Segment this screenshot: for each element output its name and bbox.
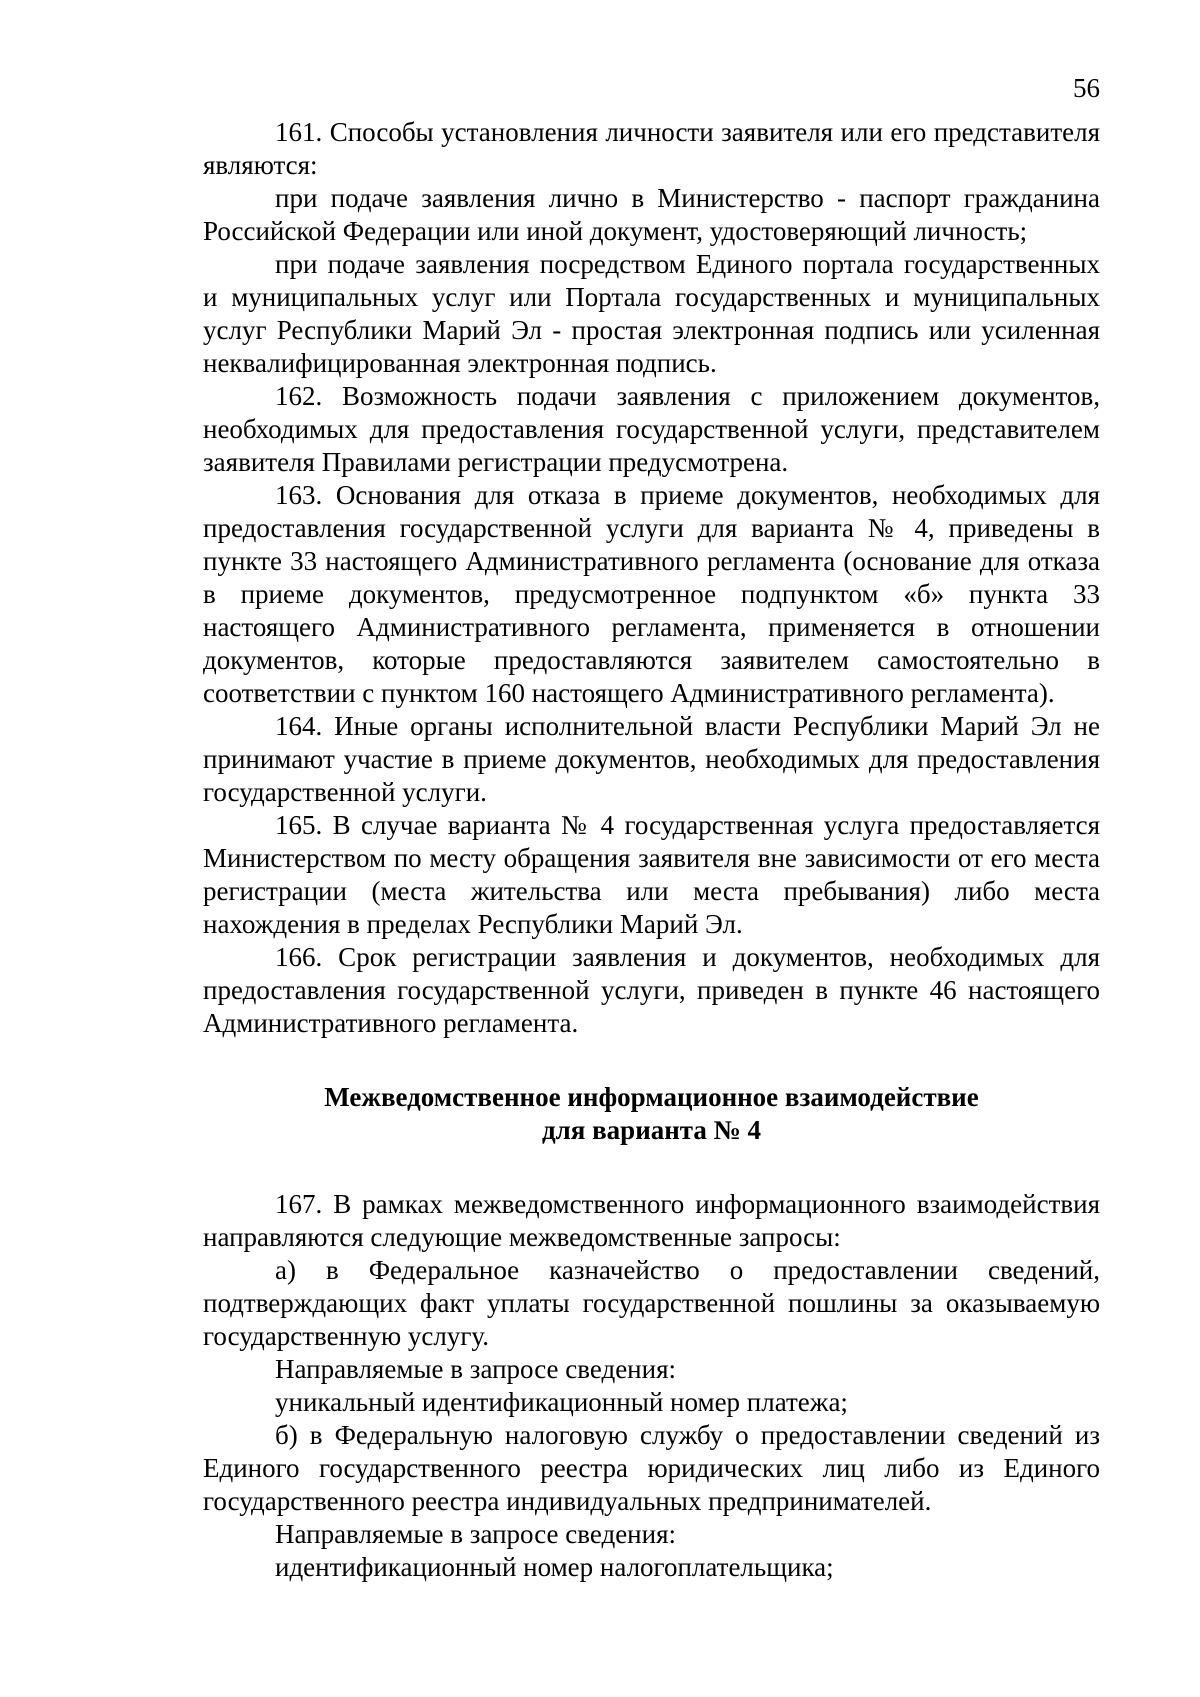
paragraph-162: 162. Возможность подачи заявления с приложением документов, необходимых для предоставления государственной услуги, представителем заявителя Правилами регистрации предусмотрена. — [203, 381, 1100, 477]
section-heading-line-1: Межведомственное информационное взаимодействие — [324, 1082, 979, 1112]
paragraph-167-item-b-fields-label: Направляемые в запросе сведения: — [275, 1519, 676, 1549]
section-heading — [203, 1081, 1100, 1147]
section-heading-line-2: для варианта № 4 — [541, 1115, 762, 1145]
paragraph-163: 163. Основания для отказа в приеме документов, необходимых для предоставления государственной услуги для варианта № 4, приведены в пункте 33 настоящего Административного регламента (основание для отказа в приеме документов, предусмотренное подпунктом «б» пункта 33 настоящего Административного регламента, применяется в отношении документов, которые предоставляются заявителем самостоятельно в соответствии с пунктом 160 настоящего Административного регламента). — [203, 480, 1100, 708]
document-body — [203, 116, 1100, 1584]
paragraph-166: 166. Срок регистрации заявления и документов, необходимых для предоставления государственной услуги, приведен в пункте 46 настоящего Административного регламента. — [203, 942, 1100, 1038]
paragraph-167-item-b-field-1: идентификационный номер налогоплательщика; — [275, 1552, 834, 1582]
paragraph-165: 165. В случае варианта № 4 государственная услуга предоставляется Министерством по месту обращения заявителя вне зависимости от его места регистрации (места жительства или места пребывания) либо места нахождения в пределах Республики Марий Эл. — [203, 810, 1100, 939]
paragraph-167-item-b: б) в Федеральную налоговую службу о предоставлении сведений из Единого государственного реестра юридических лиц либо из Единого государственного реестра индивидуальных предпринимателей. — [203, 1420, 1100, 1516]
paragraph-167: 167. В рамках межведомственного информационного взаимодействия направляются следующие межведомственные запросы: — [203, 1189, 1100, 1252]
paragraph-161-item-online: при подаче заявления посредством Единого портала государственных и муниципальных услуг или Портала государственных и муниципальных услуг Республики Марий Эл - простая электронная подпись или усиленная неквалифицированная электронная подпись. — [203, 249, 1100, 378]
paragraph-161-item-in-person: при подаче заявления лично в Министерство - паспорт гражданина Российской Федерации или иной документ, удостоверяющий личность; — [203, 183, 1100, 246]
paragraph-167-item-a: а) в Федеральное казначейство о предоставлении сведений, подтверждающих факт уплаты государственной пошлины за оказываемую государственную услугу. — [203, 1255, 1100, 1351]
paragraph-167-item-a-fields-label: Направляемые в запросе сведения: — [275, 1354, 676, 1384]
paragraph-161: 161. Способы установления личности заявителя или его представителя являются: — [203, 117, 1100, 180]
paragraph-164: 164. Иные органы исполнительной власти Республики Марий Эл не принимают участие в приеме документов, необходимых для предоставления государственной услуги. — [203, 711, 1100, 807]
paragraph-167-item-a-field-1: уникальный идентификационный номер платежа; — [275, 1387, 848, 1417]
page-number: 56 — [1073, 73, 1100, 103]
